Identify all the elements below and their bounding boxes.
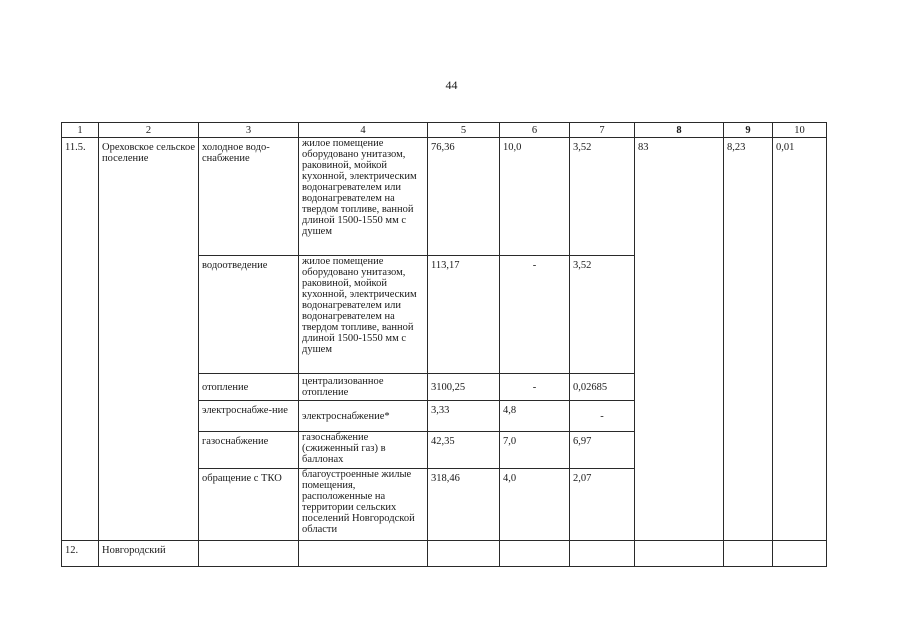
service-description: жилое помещение оборудовано унитазом, раковиной, мойкой кухонной, электрическим водонагревателем или водонагревателем на твердом топливе, ванной длиной 1500-1550 мм с душем xyxy=(299,256,428,374)
value-col5: 76,36 xyxy=(428,138,500,256)
value-col8: 83 xyxy=(635,138,724,541)
value-col5: 318,46 xyxy=(428,469,500,541)
settlement-name: Новгородский xyxy=(99,541,199,567)
page-number: 44 xyxy=(445,78,458,92)
table-row xyxy=(62,138,827,256)
section-number: 12. xyxy=(62,541,99,567)
value-col7: - xyxy=(570,401,635,432)
header-row xyxy=(62,123,827,138)
empty-cell xyxy=(428,541,500,567)
value-col7: 0,02685 xyxy=(570,374,635,401)
value-col6: - xyxy=(500,256,570,374)
header-cell: 4 xyxy=(299,123,428,138)
empty-cell xyxy=(299,541,428,567)
header-cell: 3 xyxy=(199,123,299,138)
service-description: жилое помещение оборудовано унитазом, раковиной, мойкой кухонной, электрическим водонагревателем или водонагревателем на твердом топливе, ванной длиной 1500-1550 мм с душем xyxy=(299,138,428,256)
header-cell: 1 xyxy=(62,123,99,138)
service-name: отопление xyxy=(199,374,299,401)
value-col5: 42,35 xyxy=(428,432,500,469)
header-cell: 9 xyxy=(724,123,773,138)
value-col5: 113,17 xyxy=(428,256,500,374)
value-col7: 3,52 xyxy=(570,256,635,374)
value-col6: 7,0 xyxy=(500,432,570,469)
service-description: централизованное отопление xyxy=(299,374,428,401)
empty-cell xyxy=(635,541,724,567)
value-col6: - xyxy=(500,374,570,401)
header-cell: 6 xyxy=(500,123,570,138)
empty-cell xyxy=(724,541,773,567)
header-cell: 7 xyxy=(570,123,635,138)
tariff-table xyxy=(61,122,827,567)
service-name: водоотведение xyxy=(199,256,299,374)
value-col6: 10,0 xyxy=(500,138,570,256)
settlement-name: Ореховское сельское поселение xyxy=(99,138,199,541)
value-col9: 8,23 xyxy=(724,138,773,541)
value-col10: 0,01 xyxy=(773,138,827,541)
empty-cell xyxy=(773,541,827,567)
empty-cell xyxy=(500,541,570,567)
empty-cell xyxy=(199,541,299,567)
header-cell: 5 xyxy=(428,123,500,138)
value-col6: 4,8 xyxy=(500,401,570,432)
value-col5: 3,33 xyxy=(428,401,500,432)
value-col7: 2,07 xyxy=(570,469,635,541)
header-cell: 8 xyxy=(635,123,724,138)
value-col7: 6,97 xyxy=(570,432,635,469)
value-col7: 3,52 xyxy=(570,138,635,256)
empty-cell xyxy=(570,541,635,567)
service-name: холодное водо-снабжение xyxy=(199,138,299,256)
header-cell: 10 xyxy=(773,123,827,138)
value-col5: 3100,25 xyxy=(428,374,500,401)
table-row xyxy=(62,541,827,567)
service-name: газоснабжение xyxy=(199,432,299,469)
service-name: обращение с ТКО xyxy=(199,469,299,541)
service-description: газоснабжение (сжиженный газ) в баллонах xyxy=(299,432,428,469)
section-number: 11.5. xyxy=(62,138,99,541)
header-cell: 2 xyxy=(99,123,199,138)
service-name: электроснабже-ние xyxy=(199,401,299,432)
service-description: электроснабжение* xyxy=(299,401,428,432)
value-col6: 4,0 xyxy=(500,469,570,541)
service-description: благоустроенные жилые помещения, расположенные на территории сельских поселений Новгородской области xyxy=(299,469,428,541)
